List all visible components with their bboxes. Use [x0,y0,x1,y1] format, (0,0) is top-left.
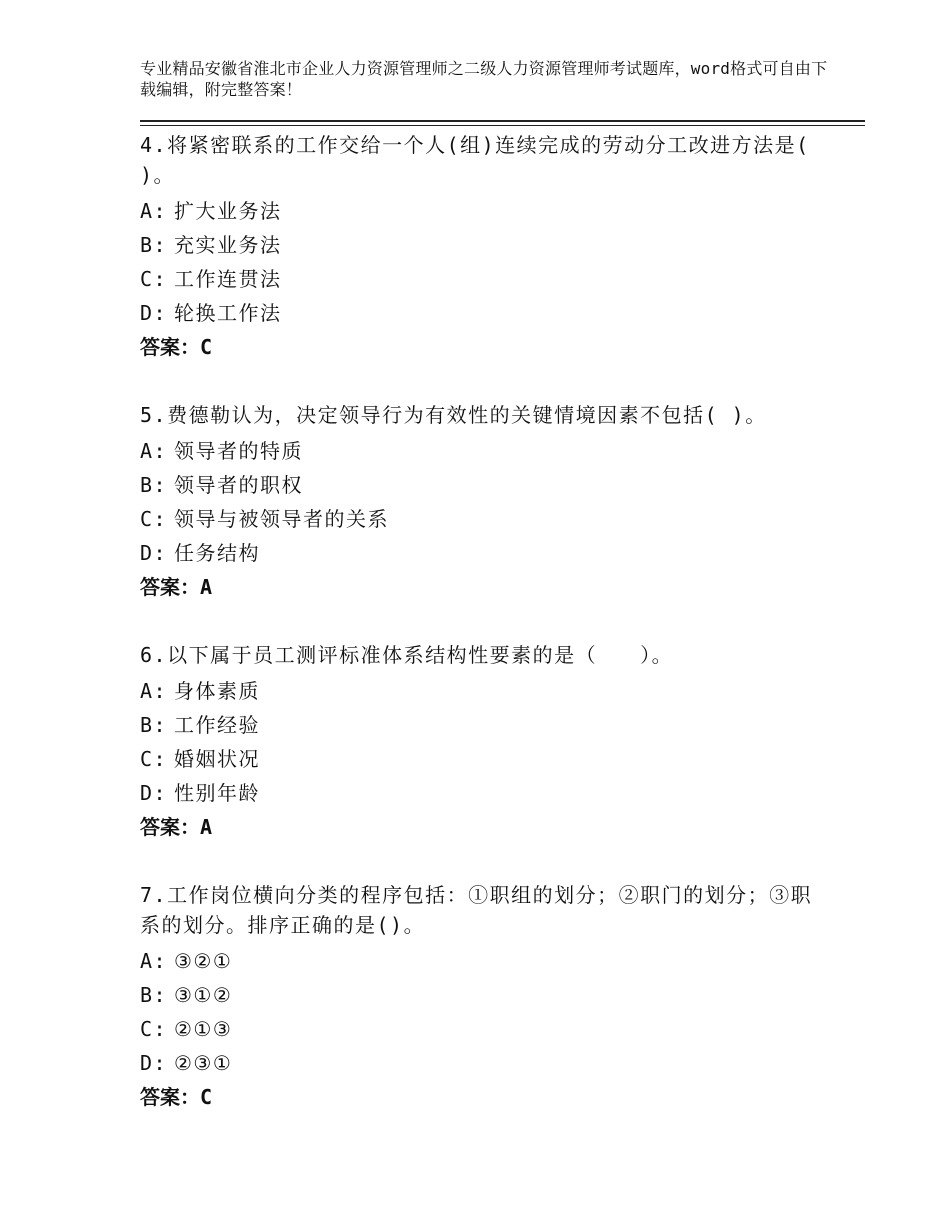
answer-label: 答案： [140,1085,200,1109]
option-b [140,708,820,742]
option-c [140,502,820,536]
option-key: B: [140,983,168,1007]
option-key: A: [140,199,168,223]
option-key: A: [140,949,168,973]
question-block [140,640,820,844]
option-c [140,742,820,776]
option-text: ③①② [174,983,233,1007]
option-a [140,434,820,468]
question-stem: 5.费德勒认为，决定领导行为有效性的关键情境因素不包括( )。 [140,403,767,427]
answer-value: A [200,815,213,839]
option-d [140,536,820,570]
option-text: 轮换工作法 [174,301,282,325]
answer-line [140,810,820,844]
option-text: 婚姻状况 [174,747,260,771]
option-c [140,1012,820,1046]
option-key: D: [140,301,168,325]
option-text: 扩大业务法 [174,199,282,223]
answer-value: A [200,575,213,599]
option-text: 任务结构 [174,541,260,565]
option-a [140,194,820,228]
option-text: ③②① [174,949,233,973]
document-header: 专业精品安徽省淮北市企业人力资源管理师之二级人力资源管理师考试题库，word格式可自由下载编辑，附完整答案！ [140,59,828,99]
header-divider [140,120,865,122]
option-key: B: [140,713,168,737]
option-text: 充实业务法 [174,233,282,257]
option-key: D: [140,1051,168,1075]
answer-value: C [200,335,213,359]
answer-line [140,1080,820,1114]
option-text: ②①③ [174,1017,233,1041]
answer-line [140,570,820,604]
option-d [140,776,820,810]
answer-label: 答案： [140,575,200,599]
option-key: C: [140,1017,168,1041]
option-b [140,228,820,262]
option-key: D: [140,541,168,565]
option-c [140,262,820,296]
question-stem: 6.以下属于员工测评标准体系结构性要素的是（ ）。 [140,643,674,667]
option-text: 工作连贯法 [174,267,282,291]
question-block [140,880,820,1114]
option-key: B: [140,473,168,497]
option-text: 领导者的职权 [174,473,303,497]
option-a [140,674,820,708]
option-a [140,944,820,978]
question-stem: 7.工作岗位横向分类的程序包括：①职组的划分；②职门的划分；③职系的划分。排序正确的是()。 [140,883,813,937]
answer-label: 答案： [140,815,200,839]
option-d [140,296,820,330]
question-block [140,130,820,364]
option-key: D: [140,781,168,805]
option-text: 身体素质 [174,679,260,703]
option-text: 性别年龄 [174,781,260,805]
answer-label: 答案： [140,335,200,359]
option-key: A: [140,439,168,463]
option-key: C: [140,507,168,531]
answer-value: C [200,1085,213,1109]
option-text: 领导与被领导者的关系 [174,507,389,531]
option-key: A: [140,679,168,703]
option-text: 领导者的特质 [174,439,303,463]
question-block [140,400,820,604]
option-key: C: [140,747,168,771]
answer-line [140,330,820,364]
option-key: B: [140,233,168,257]
option-text: ②③① [174,1051,233,1075]
option-key: C: [140,267,168,291]
option-d [140,1046,820,1080]
option-b [140,468,820,502]
question-stem: 4.将紧密联系的工作交给一个人(组)连续完成的劳动分工改进方法是( )。 [140,133,810,187]
header-divider-thin [140,125,865,126]
option-b [140,978,820,1012]
option-text: 工作经验 [174,713,260,737]
